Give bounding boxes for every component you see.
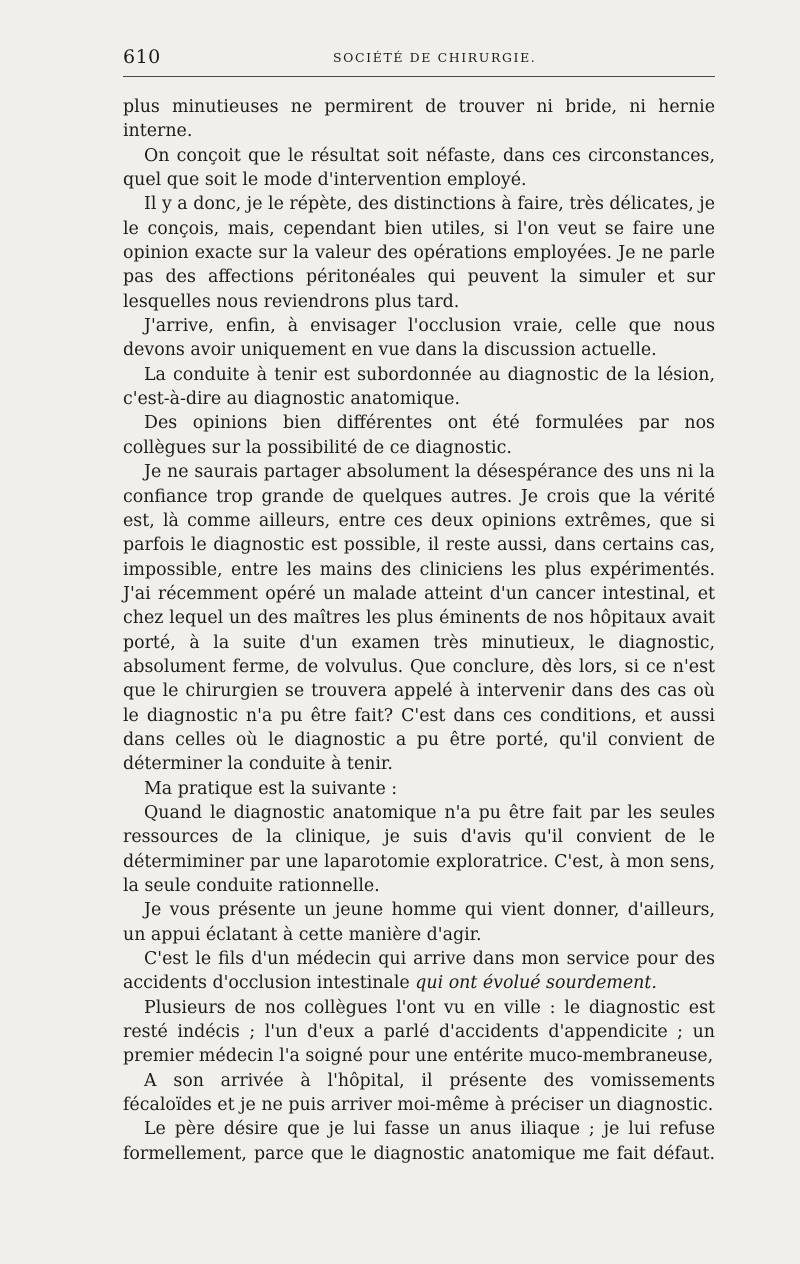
paragraph: Il y a donc, je le répète, des distinctions à faire, très délicates, je le conçois, mais, cependant bien utiles, si l'on veut se faire une opinion exacte sur la valeur des opérations employées. Je ne parle pas des affections péritonéales qui peuvent la simuler et sur lesquelles nous reviendrons plus tard. (123, 194, 715, 312)
paragraph: Plusieurs de nos collègues l'ont vu en ville : le diagnostic est resté indécis ; l'un d'eux a parlé d'accidents d'appendicite ; un premier médecin l'a soigné pour une entérite muco-membraneuse, (123, 997, 715, 1067)
paragraph: Quand le diagnostic anatomique n'a pu être fait par les seules ressources de la clinique, je suis d'avis qu'il convient de le détermiminer par une laparotomie exploratrice. C'est, à mon sens, la seule conduite rationnelle. (123, 802, 715, 896)
emphasis-text: qui ont évolué sourdement. (415, 973, 657, 994)
running-title: SOCIÉTÉ DE CHIRURGIE. (333, 50, 537, 65)
paragraph: Ma pratique est la suivante : (144, 778, 398, 799)
paragraph: J'arrive, enfin, à envisager l'occlusion vraie, celle que nous devons avoir uniquement en vue dans la discussion actuelle. (123, 316, 715, 361)
paragraph: A son arrivée à l'hôpital, il présente des vomissements fécaloïdes et je ne puis arriver moi-même à préciser un diagnostic. (123, 1070, 715, 1116)
header-rule (123, 76, 715, 77)
paragraph: La conduite à tenir est subordonnée au diagnostic de la lésion, c'est-à-dire au diagnostic anatomique. (123, 364, 715, 410)
paragraph-case (123, 947, 715, 996)
paragraph: Je vous présente un jeune homme qui vient donner, d'ailleurs, un appui éclatant à cette manière d'agir. (123, 900, 715, 945)
paragraph: On conçoit que le résultat soit néfaste, dans ces circonstances, quel que soit le mode d'intervention employé. (123, 145, 715, 191)
body-text (123, 95, 715, 1166)
page-header (123, 44, 715, 76)
page-number: 610 (123, 46, 161, 68)
paragraph: plus minutieuses ne permirent de trouver ni bride, ni hernie interne. (123, 97, 715, 142)
paragraph: Je ne saurais partager absolument la désespérance des uns ni la confiance trop grande de quelques autres. Je crois que la vérité est, là comme ailleurs, entre ces deux opinions extrêmes, que si parfois le diagnostic est possible, il reste aussi, dans certains cas, impossible, entre les mains des cliniciens les plus expérimentés. J'ai récemment opéré un malade atteint d'un cancer intestinal, et chez lequel un des maîtres les plus éminents de nos hôpitaux avait porté, à la suite d'un examen très minutieux, le diagnostic, absolument ferme, de volvulus. Que conclure, dès lors, si ce n'est que le chirurgien se trouvera appelé à intervenir dans des cas où le diagnostic n'a pu être fait? C'est dans ces conditions, et aussi dans celles où le diagnostic a pu être porté, qu'il convient de déterminer la conduite à tenir. (123, 462, 715, 775)
paragraph-case-text: C'est le fils d'un médecin qui arrive dans mon service pour des accidents d'occlusion intestinale (123, 949, 715, 994)
paragraph: Le père désire que je lui fasse un anus iliaque ; je lui refuse formellement, parce que le diagnostic anatomique me fait défaut. (123, 1119, 715, 1164)
paragraph: Des opinions bien différentes ont été formulées par nos collègues sur la possibilité de ce diagnostic. (123, 413, 715, 458)
